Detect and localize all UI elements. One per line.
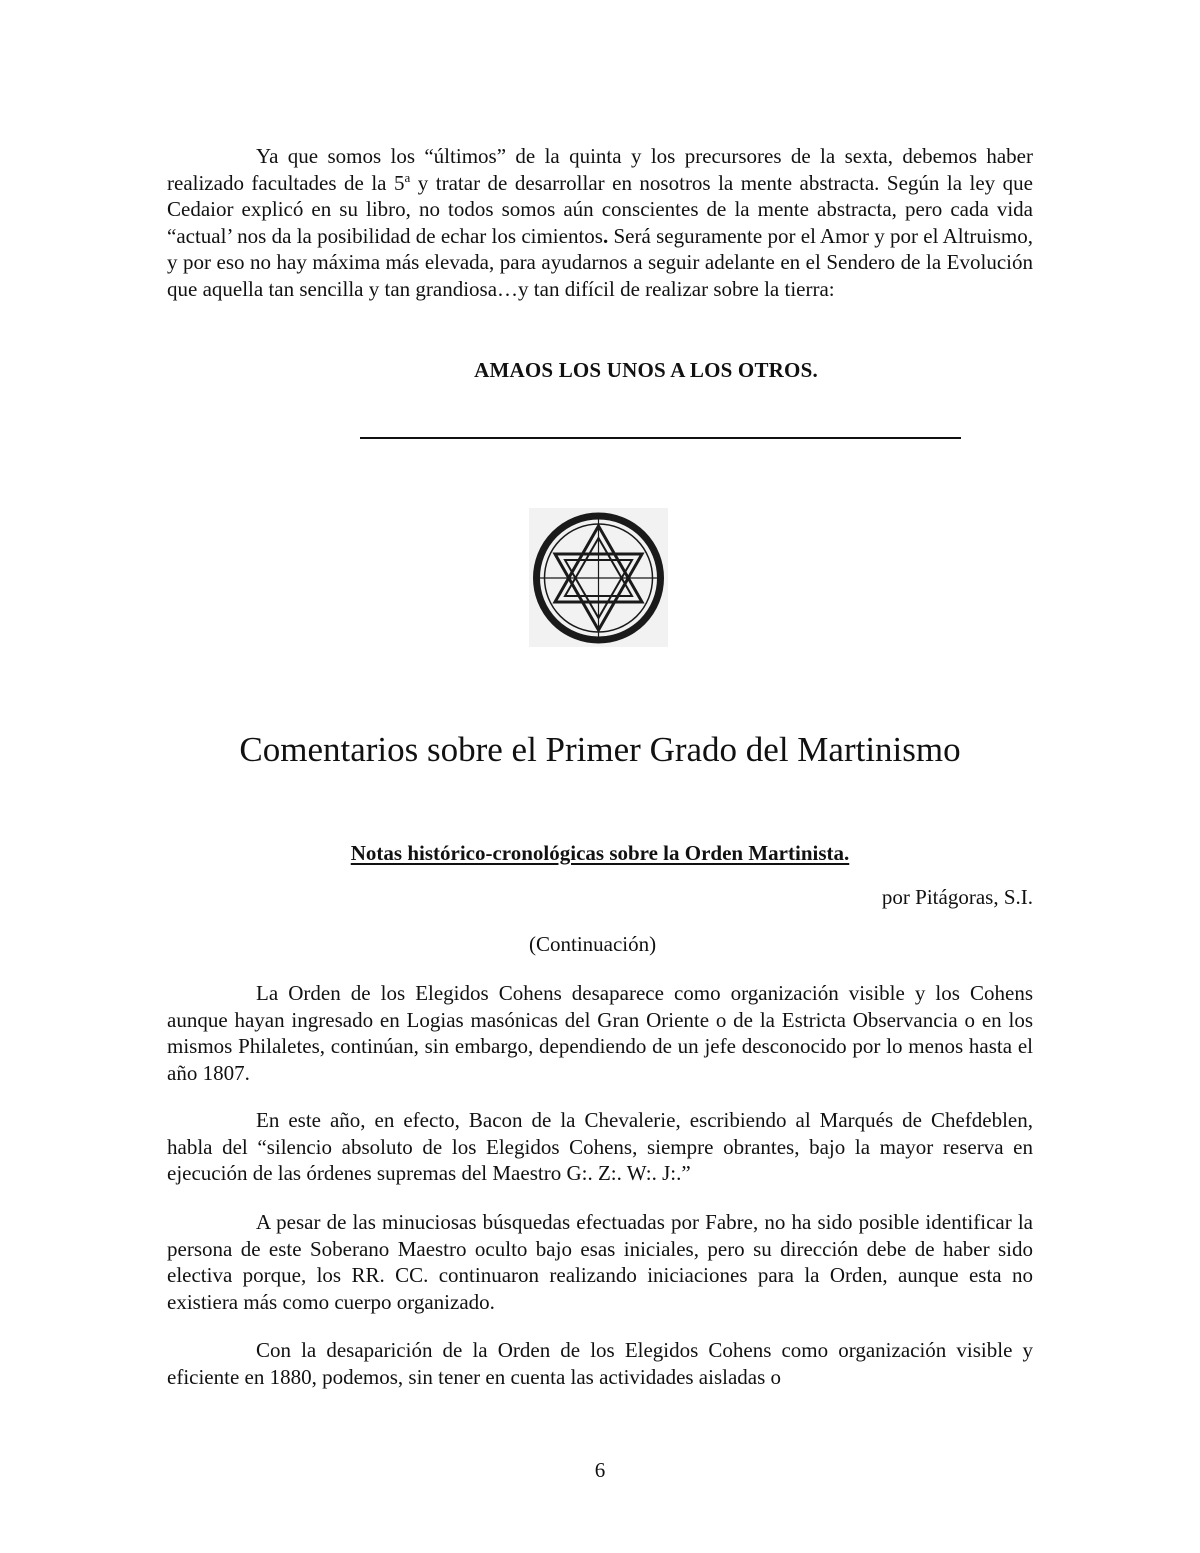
body-paragraph: En este año, en efecto, Bacon de la Chevalerie, escribiendo al Marqués de Chefdeblen, habla del “silencio absoluto de los Elegidos Cohens, siempre obrantes, bajo la mayor reserva en ejecución de las órdenes supremas del Maestro G:. Z:. W:. J:.” xyxy=(167,1108,1033,1185)
intro-text-part-3: Será seguramente por el Amor y por el Altruismo, y por eso no hay máxima más elevada, para ayudarnos a seguir adelante en el Sendero de la Evolución que aquella tan sencilla y tan grandiosa…y tan difícil de realizar sobre la tierra: xyxy=(167,223,1033,301)
section-title: Comentarios sobre el Primer Grado del Martinismo xyxy=(239,730,961,769)
subtitle-text: Notas histórico-cronológicas sobre la Orden Martinista. xyxy=(350,841,850,865)
superscript-ordinal: a xyxy=(404,169,411,185)
closing-maxim: AMAOS LOS UNOS A LOS OTROS. xyxy=(474,358,818,382)
separator-rule xyxy=(360,437,961,439)
author-line: por Pitágoras, S.I. xyxy=(881,885,1033,909)
page-number: 6 xyxy=(594,1458,606,1482)
body-paragraph: A pesar de las minuciosas búsquedas efectuadas por Fabre, no ha sido posible identificar la persona de este Soberano Maestro oculto bajo esas iniciales, pero su dirección debe de haber sido electiva porque, los RR. CC. continuaron realizando iniciaciones para la Orden, aunque esta no existiera más como cuerpo organizado. xyxy=(167,1210,1033,1314)
intro-text-part-1: Ya que somos los “últimos” de la quinta y los precursores de la sexta, debemos haber realizado facultades de la 5 xyxy=(167,144,1033,195)
body-paragraph: Con la desaparición de la Orden de los Elegidos Cohens como organización visible y eficiente en 1880, podemos, sin tener en cuenta las actividades aisladas o xyxy=(167,1338,1033,1389)
intro-paragraph xyxy=(167,143,1033,302)
continuation-note: (Continuación) xyxy=(529,932,657,956)
bold-period: . xyxy=(602,223,609,248)
body-paragraph: La Orden de los Elegidos Cohens desaparece como organización visible y los Cohens aunque hayan ingresado en Logias masónicas del Gran Oriente o de la Estricta Observancia o en los mismos Philaletes, continúan, sin embargo, dependiendo de un jefe desconocido por lo menos hasta el año 1807. xyxy=(167,981,1033,1085)
hexagram-in-circle-emblem-icon xyxy=(529,508,668,647)
section-subtitle xyxy=(0,841,1200,866)
intro-text-part-2: y tratar de desarrollar en nosotros la mente abstracta. Según la ley que Cedaior explicó en su libro, no todos somos aún conscientes de la mente abstracta, pero cada vida “actual’ nos da la posibilidad de echar los cimientos xyxy=(167,170,1033,248)
